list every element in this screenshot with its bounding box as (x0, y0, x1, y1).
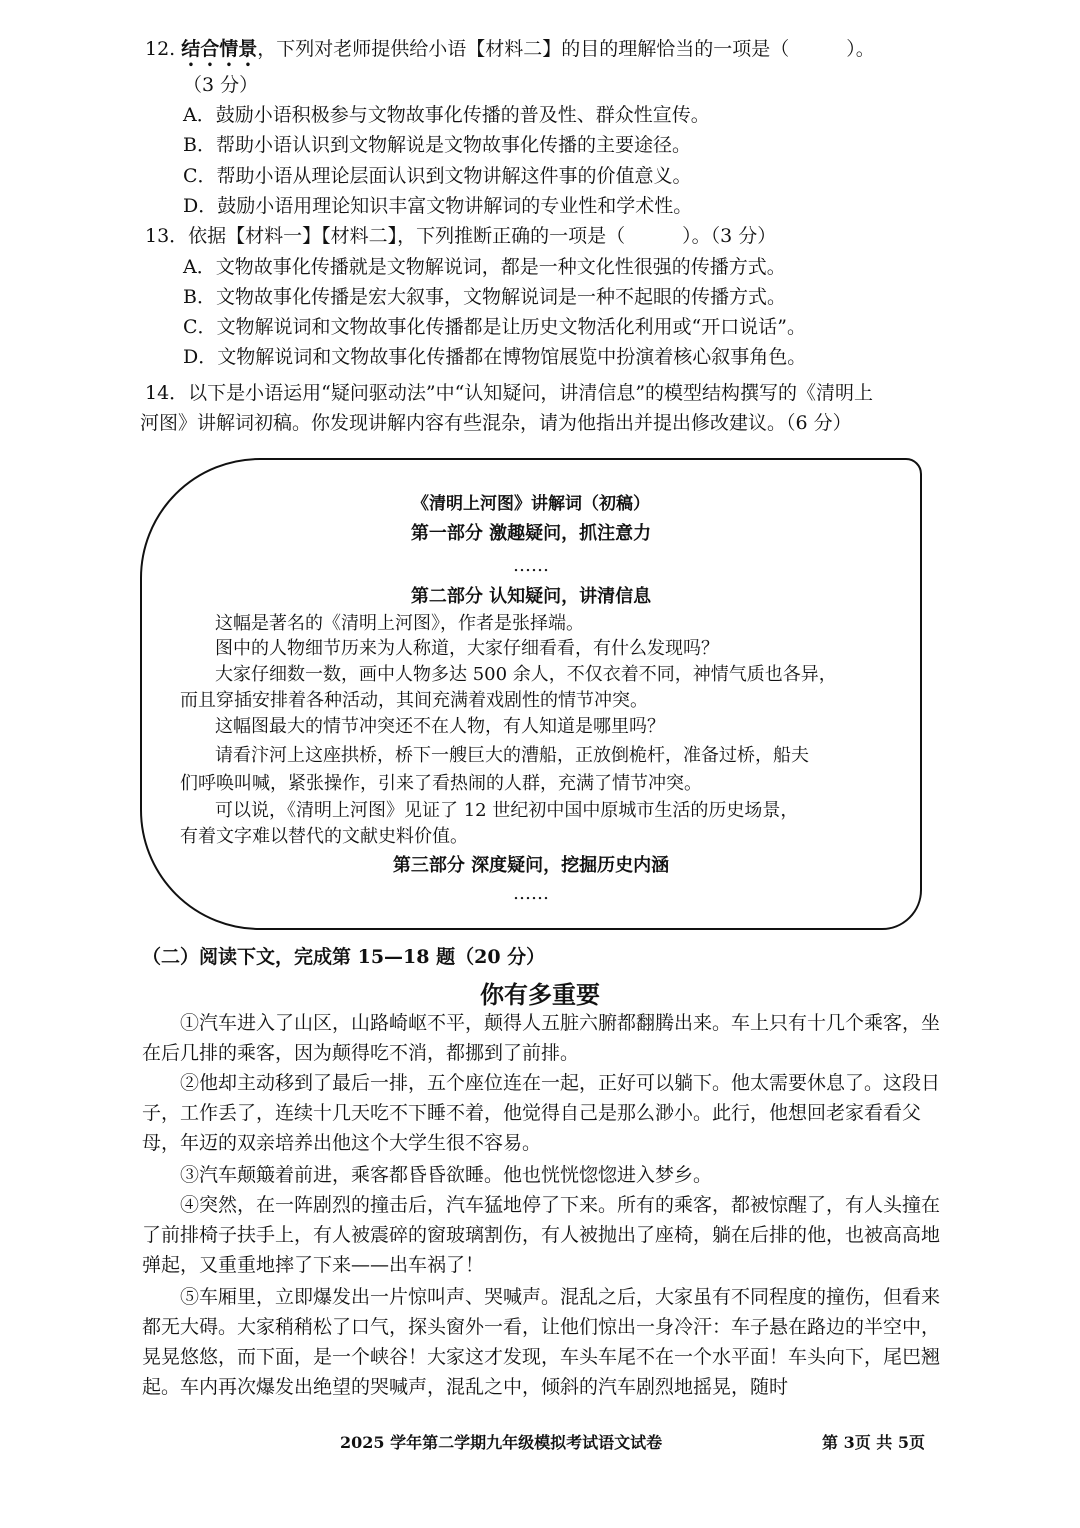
footer-exam-title: 2025 学年第二学期九年级模拟考试语文试卷 (340, 1433, 663, 1452)
draft-line: 这幅图最大的情节冲突还不在人物，有人知道是哪里吗？ (215, 716, 665, 737)
question-text: ，下列对老师提供给小语【材料二】的目的理解恰当的一项是（ ）。 (257, 38, 875, 60)
draft-line: 大家仔细数一数，画中人物多达 500 余人，不仅衣着不同，神情气质也各异， (215, 664, 837, 685)
option-b: B．文物故事化传播是宏大叙事，文物解说词是一种不起眼的传播方式。 (183, 286, 786, 308)
question-13-stem: 13．依据【材料一】【材料二】，下列推断正确的一项是（ ）。（3 分） (145, 225, 777, 247)
option-d: D．鼓励小语用理论知识丰富文物讲解词的专业性和学术性。 (183, 195, 693, 217)
question-number: 12. (145, 38, 176, 60)
question-14-line-2: 河图》讲解词初稿。你发现讲解内容有些混杂，请为他指出并提出修改建议。（6 分） (140, 412, 852, 434)
question-12-stem (145, 34, 945, 71)
emphasized-phrase: 结合情景 (181, 38, 258, 60)
draft-line: 有着文字难以替代的文献史料价值。 (180, 826, 468, 847)
draft-line: 们呼唤叫喊，紧张操作，引来了看热闹的人群，充满了情节冲突。 (180, 773, 702, 794)
option-a: A．鼓励小语积极参与文物故事化传播的普及性、群众性宣传。 (183, 104, 710, 126)
option-b: B．帮助小语认识到文物解说是文物故事化传播的主要途径。 (183, 134, 691, 156)
paragraph-5: ⑤车厢里，立即爆发出一片惊叫声、哭喊声。混乱之后，大家虽有不同程度的撞伤，但看来都无大碍。大家稍稍松了口气，探头窗外一看，让他们惊出一身冷汗：车子悬在路边的半空中，晃晃悠悠，而下面，是一个峡谷！大家这才发现，车头车尾不在一个水平面！车头向下，尾巴翘起。车内再次爆发出绝望的哭喊声，混乱之中，倾斜的汽车剧烈地摇晃，随时 (142, 1286, 941, 1398)
draft-line: 图中的人物细节历来为人称道，大家仔细看看，有什么发现吗？ (215, 638, 719, 659)
draft-part-3: 第三部分 深度疑问，挖掘历史内涵 (392, 855, 670, 876)
section-heading: （二）阅读下文，完成第 15—18 题（20 分） (142, 946, 546, 968)
paragraph-3: ③汽车颠簸着前进，乘客都昏昏欲睡。他也恍恍惚惚进入梦乡。 (180, 1164, 713, 1186)
draft-line: 请看汴河上这座拱桥，桥下一艘巨大的漕船，正放倒桅杆，准备过桥，船夫 (215, 745, 809, 766)
footer-page-number: 第 3页 共 5页 (822, 1433, 925, 1452)
draft-title: 《清明上河图》讲解词（初稿） (412, 494, 650, 514)
draft-line: 可以说，《清明上河图》见证了 12 世纪初中国中原城市生活的历史场景， (215, 800, 799, 821)
draft-line: 这幅是著名的《清明上河图》，作者是张择端。 (215, 613, 584, 634)
draft-part-1: 第一部分 激趣疑问，抓注意力 (410, 523, 652, 544)
paragraph-2: ②他却主动移到了最后一排，五个座位连在一起，正好可以躺下。他太需要休息了。这段日子，工作丢了，连续十几天吃不下睡不着，他觉得自己是那么渺小。此行，他想回老家看看父母，年迈的双亲培养出他这个大学生很不容易。 (142, 1072, 941, 1154)
draft-line: 而且穿插安排着各种活动，其间充满着戏剧性的情节冲突。 (180, 690, 648, 711)
option-d: D．文物解说词和文物故事化传播都在博物馆展览中扮演着核心叙事角色。 (183, 346, 807, 368)
article-title: 你有多重要 (480, 981, 600, 1009)
draft-ellipsis-1: …… (513, 555, 549, 576)
option-a: A．文物故事化传播就是文物解说词，都是一种文化性很强的传播方式。 (183, 256, 786, 278)
question-12-score: （3 分） (183, 74, 259, 96)
paragraph-1: ①汽车进入了山区，山路崎岖不平，颠得人五脏六腑都翻腾出来。车上只有十几个乘客，坐在后几排的乘客，因为颠得吃不消，都挪到了前排。 (142, 1012, 941, 1064)
question-14-line-1: 14．以下是小语运用“疑问驱动法”中“认知疑问，讲清信息”的模型结构撰写的《清明上 (145, 382, 874, 404)
draft-ellipsis-2: …… (513, 883, 549, 904)
paragraph-4: ④突然，在一阵剧烈的撞击后，汽车猛地停了下来。所有的乘客，都被惊醒了，有人头撞在了前排椅子扶手上，有人被震碎的窗玻璃割伤，有人被抛出了座椅，躺在后排的他，也被高高地弹起，又重重地摔了下来——出车祸了！ (142, 1194, 941, 1276)
option-c: C．文物解说词和文物故事化传播都是让历史文物活化利用或“开口说话”。 (183, 316, 806, 338)
draft-part-2: 第二部分 认知疑问，讲清信息 (410, 586, 652, 607)
option-c: C．帮助小语从理论层面认识到文物讲解这件事的价值意义。 (183, 165, 692, 187)
